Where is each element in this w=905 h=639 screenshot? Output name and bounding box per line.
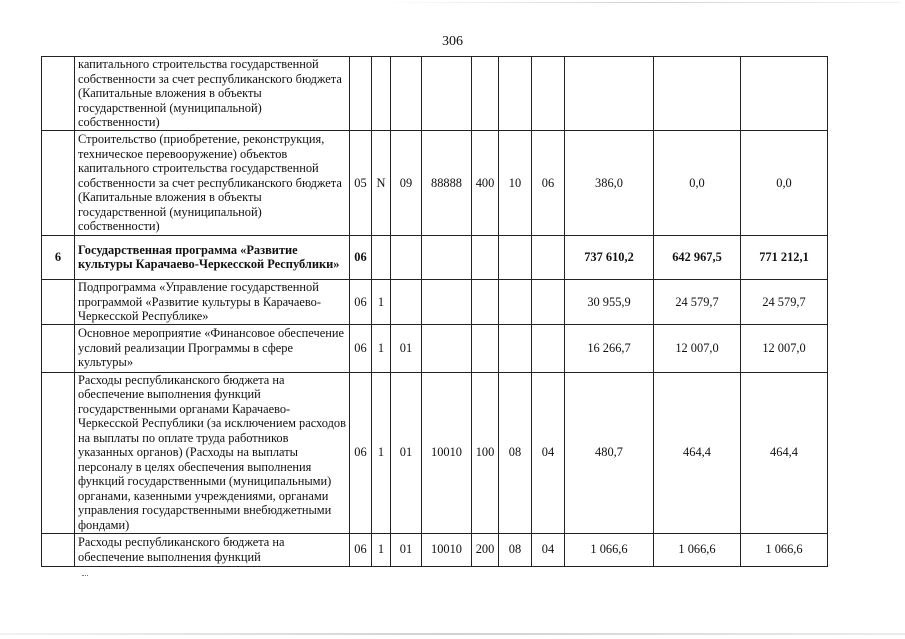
code-cell: 01 [391, 533, 422, 566]
code-cell: N [372, 131, 391, 236]
amount-cell: 24 579,7 [654, 280, 741, 325]
code-cell [532, 57, 565, 131]
amount-cell: 771 212,1 [741, 236, 828, 280]
amount-cell [565, 57, 654, 131]
code-cell [472, 57, 499, 131]
row-name: Строительство (приобретение, реконструкция, техническое перевооружение) объектов капитального строительства государственной собственности за счет республиканского бюджета (Капитальные вложения в объекты государственной (муниципальной) собственности) [75, 131, 350, 236]
table-row [42, 236, 828, 280]
row-name: Расходы республиканского бюджета на обеспечение выполнения функций государственными органами Карачаево-Черкесской Республики (за исключением расходов на выплаты по оплате труда работников указанных органов) (Расходы на выплаты персоналу в целях обеспечения выполнения функций государственными (муниципальными) органами, казенными учреждениями, органами управления государственными внебюджетными фондами) [75, 372, 350, 533]
code-cell: 06 [350, 324, 372, 372]
code-cell [532, 324, 565, 372]
amount-cell: 480,7 [565, 372, 654, 533]
table-row [42, 131, 828, 236]
code-cell [532, 236, 565, 280]
amount-cell: 12 007,0 [654, 324, 741, 372]
code-cell: 01 [391, 324, 422, 372]
code-cell [372, 57, 391, 131]
scan-artifact-bottom [0, 633, 905, 635]
code-cell [532, 280, 565, 325]
table-row [42, 533, 828, 566]
amount-cell: 1 066,6 [741, 533, 828, 566]
code-cell: 1 [372, 533, 391, 566]
row-number [42, 372, 75, 533]
code-cell [422, 324, 472, 372]
scan-speck [82, 575, 88, 580]
code-cell [499, 236, 532, 280]
table-row [42, 57, 828, 131]
table-row [42, 324, 828, 372]
amount-cell: 0,0 [741, 131, 828, 236]
row-name: Подпрограмма «Управление государственной программой «Развитие культуры в Карачаево-Черкесской Республике» [75, 280, 350, 325]
amount-cell: 0,0 [654, 131, 741, 236]
code-cell: 06 [350, 372, 372, 533]
row-name: Государственная программа «Развитие культуры Карачаево-Черкесской Республики» [75, 236, 350, 280]
code-cell: 04 [532, 533, 565, 566]
budget-table [41, 56, 828, 567]
table-row [42, 280, 828, 325]
code-cell: 05 [350, 131, 372, 236]
code-cell [372, 236, 391, 280]
amount-cell: 737 610,2 [565, 236, 654, 280]
row-number: 6 [42, 236, 75, 280]
code-cell [472, 236, 499, 280]
code-cell [391, 280, 422, 325]
amount-cell: 30 955,9 [565, 280, 654, 325]
amount-cell: 386,0 [565, 131, 654, 236]
code-cell: 06 [532, 131, 565, 236]
code-cell: 1 [372, 324, 391, 372]
row-name: Расходы республиканского бюджета на обеспечение выполнения функций [75, 533, 350, 566]
code-cell: 08 [499, 533, 532, 566]
code-cell: 06 [350, 280, 372, 325]
code-cell [472, 324, 499, 372]
code-cell [350, 57, 372, 131]
amount-cell: 1 066,6 [565, 533, 654, 566]
code-cell: 1 [372, 280, 391, 325]
code-cell: 200 [472, 533, 499, 566]
code-cell: 09 [391, 131, 422, 236]
page-number: 306 [442, 34, 463, 49]
code-cell: 88888 [422, 131, 472, 236]
code-cell: 06 [350, 533, 372, 566]
code-cell [422, 280, 472, 325]
code-cell: 10010 [422, 533, 472, 566]
amount-cell [741, 57, 828, 131]
amount-cell: 12 007,0 [741, 324, 828, 372]
code-cell [422, 236, 472, 280]
code-cell: 400 [472, 131, 499, 236]
code-cell: 08 [499, 372, 532, 533]
amount-cell: 642 967,5 [654, 236, 741, 280]
row-number [42, 131, 75, 236]
code-cell [422, 57, 472, 131]
code-cell: 10 [499, 131, 532, 236]
amount-cell: 464,4 [741, 372, 828, 533]
code-cell [499, 57, 532, 131]
code-cell: 1 [372, 372, 391, 533]
code-cell: 04 [532, 372, 565, 533]
amount-cell: 464,4 [654, 372, 741, 533]
scan-artifact-top [380, 2, 900, 3]
amount-cell: 1 066,6 [654, 533, 741, 566]
row-number [42, 280, 75, 325]
row-name: Основное мероприятие «Финансовое обеспечение условий реализации Программы в сфере культуры» [75, 324, 350, 372]
code-cell: 06 [350, 236, 372, 280]
amount-cell: 16 266,7 [565, 324, 654, 372]
code-cell [499, 324, 532, 372]
code-cell: 01 [391, 372, 422, 533]
amount-cell [654, 57, 741, 131]
amount-cell: 24 579,7 [741, 280, 828, 325]
code-cell [499, 280, 532, 325]
code-cell [472, 280, 499, 325]
table-row [42, 372, 828, 533]
row-name: капитального строительства государственной собственности за счет республиканского бюджета (Капитальные вложения в объекты государственной (муниципальной) собственности) [75, 57, 350, 131]
code-cell: 10010 [422, 372, 472, 533]
row-number [42, 57, 75, 131]
code-cell [391, 236, 422, 280]
code-cell: 100 [472, 372, 499, 533]
code-cell [391, 57, 422, 131]
row-number [42, 533, 75, 566]
row-number [42, 324, 75, 372]
